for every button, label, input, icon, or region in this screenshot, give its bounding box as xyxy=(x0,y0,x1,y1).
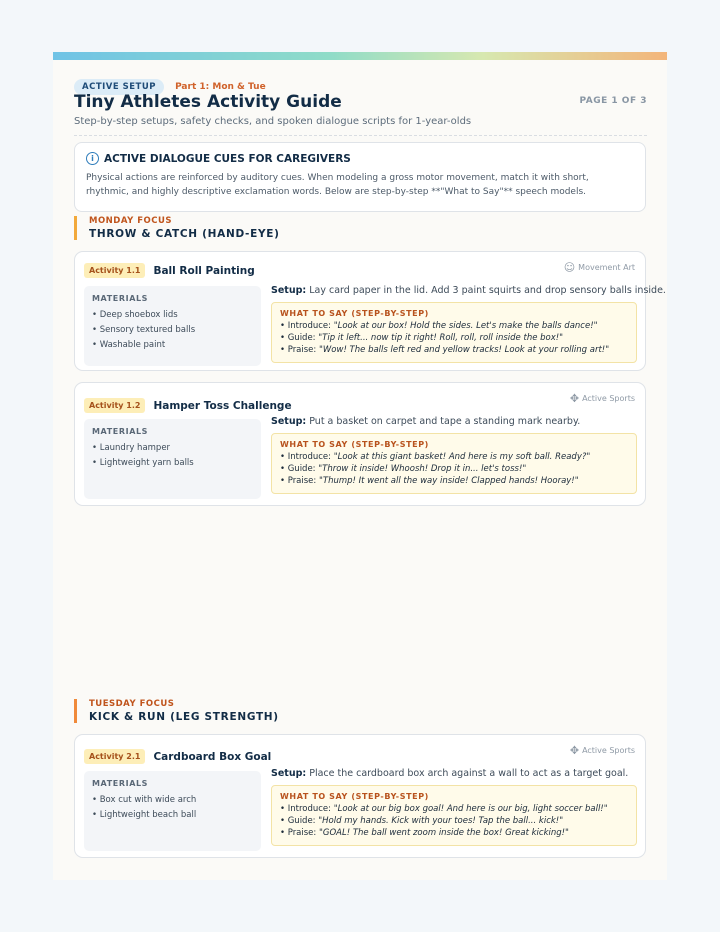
say-line-praise: • Praise: "GOAL! The ball went zoom inside the box! Great kicking!" xyxy=(280,828,569,838)
what-to-say-label: WHAT TO SAY (STEP-BY-STEP) xyxy=(280,309,429,318)
move-arrows-icon: ✥ xyxy=(569,392,580,405)
category-tag xyxy=(570,744,635,757)
activity-card xyxy=(74,382,646,506)
material-item: • Laundry hamper xyxy=(92,443,171,453)
materials-box xyxy=(84,286,261,366)
material-item: • Lightweight yarn balls xyxy=(92,458,194,468)
tag-label: Active Sports xyxy=(582,394,635,403)
what-to-say-label: WHAT TO SAY (STEP-BY-STEP) xyxy=(280,440,429,449)
say-line-praise: • Praise: "Wow! The balls left red and yellow tracks! Look at your rolling art!" xyxy=(280,345,610,355)
guide-page xyxy=(53,52,667,880)
dialogue-cue-box xyxy=(74,142,646,212)
focus-title: THROW & CATCH (HAND-EYE) xyxy=(89,228,280,240)
activity-title: Cardboard Box Goal xyxy=(153,750,272,763)
setup-value: Place the cardboard box arch against a wall to act as a target goal. xyxy=(309,768,629,779)
setup-value: Lay card paper in the lid. Add 3 paint squirts and drop sensory balls inside. xyxy=(309,285,666,296)
activity-title: Hamper Toss Challenge xyxy=(153,399,292,412)
setup-text xyxy=(271,768,628,779)
header-divider xyxy=(74,135,647,136)
say-line-introduce: • Introduce: "Look at our box! Hold the sides. Let's make the balls dance!" xyxy=(280,321,598,331)
say-line-guide: • Guide: "Tip it left... now tip it right! Roll, roll, roll inside the box!" xyxy=(280,333,564,343)
say-line-praise: • Praise: "Thump! It went all the way inside! Clapped hands! Hooray!" xyxy=(280,476,579,486)
activity-title: Ball Roll Painting xyxy=(153,264,255,277)
what-to-say-label: WHAT TO SAY (STEP-BY-STEP) xyxy=(280,792,429,801)
material-item: • Washable paint xyxy=(92,340,166,350)
what-to-say-box xyxy=(271,785,637,846)
page-number: PAGE 1 OF 3 xyxy=(579,96,647,106)
what-to-say-box xyxy=(271,302,637,363)
active-setup-pill: ACTIVE SETUP xyxy=(74,79,164,95)
activity-card xyxy=(74,734,646,858)
say-line-introduce: • Introduce: "Look at our big box goal! And here is our big, light soccer ball!" xyxy=(280,804,608,814)
cue-heading xyxy=(86,152,634,165)
move-arrows-icon: ✥ xyxy=(569,744,580,757)
say-line-introduce: • Introduce: "Look at this giant basket! And here is my soft ball. Ready?" xyxy=(280,452,591,462)
tag-label: Movement Art xyxy=(578,263,635,272)
category-tag xyxy=(564,261,635,274)
setup-label: Setup: xyxy=(271,416,307,427)
page-subtitle: Step-by-step setups, safety checks, and spoken dialogue scripts for 1-year-olds xyxy=(74,116,472,127)
setup-text xyxy=(271,285,666,296)
activity-badge: Activity 2.1 xyxy=(84,749,145,764)
setup-value: Put a basket on carpet and tape a standing mark nearby. xyxy=(309,416,581,427)
materials-label: MATERIALS xyxy=(92,779,149,788)
material-item: • Box cut with wide arch xyxy=(92,795,197,805)
tag-label: Active Sports xyxy=(582,746,635,755)
what-to-say-box xyxy=(271,433,637,494)
info-icon: i xyxy=(86,152,99,165)
activity-badge: Activity 1.2 xyxy=(84,398,145,413)
material-item: • Lightweight beach ball xyxy=(92,810,197,820)
activity-badge: Activity 1.1 xyxy=(84,263,145,278)
activity-header xyxy=(84,749,271,764)
header-gradient-bar xyxy=(53,52,667,60)
material-item: • Sensory textured balls xyxy=(92,325,196,335)
say-line-guide: • Guide: "Hold my hands. Kick with your toes! Tap the ball... kick!" xyxy=(280,816,564,826)
part-label: Part 1: Mon & Tue xyxy=(175,82,266,92)
tuesday-focus-heading xyxy=(74,699,279,723)
cue-title: ACTIVE DIALOGUE CUES FOR CAREGIVERS xyxy=(104,152,351,165)
focus-label: MONDAY FOCUS xyxy=(89,216,173,226)
activity-header xyxy=(84,398,292,413)
say-line-guide: • Guide: "Throw it inside! Whoosh! Drop it in... let's toss!" xyxy=(280,464,527,474)
focus-title: KICK & RUN (LEG STRENGTH) xyxy=(89,711,279,723)
materials-label: MATERIALS xyxy=(92,427,149,436)
materials-box xyxy=(84,419,261,499)
materials-label: MATERIALS xyxy=(92,294,149,303)
setup-text xyxy=(271,416,580,427)
activity-header xyxy=(84,263,255,278)
focus-label: TUESDAY FOCUS xyxy=(89,699,175,709)
setup-label: Setup: xyxy=(271,768,307,779)
page-header xyxy=(74,74,647,127)
activity-card xyxy=(74,251,666,371)
monday-focus-heading xyxy=(74,216,280,240)
palette-icon: ☺ xyxy=(563,261,576,274)
materials-box xyxy=(84,771,261,851)
page-title: Tiny Athletes Activity Guide xyxy=(74,92,342,112)
setup-label: Setup: xyxy=(271,285,307,296)
category-tag xyxy=(570,392,635,405)
cue-body: Physical actions are reinforced by auditory cues. When modeling a gross motor movement, match it with short, rhythmic, and highly descriptive exclamation words. Below are step-by-step **"What to Say"** speech models. xyxy=(86,173,589,197)
material-item: • Deep shoebox lids xyxy=(92,310,178,320)
